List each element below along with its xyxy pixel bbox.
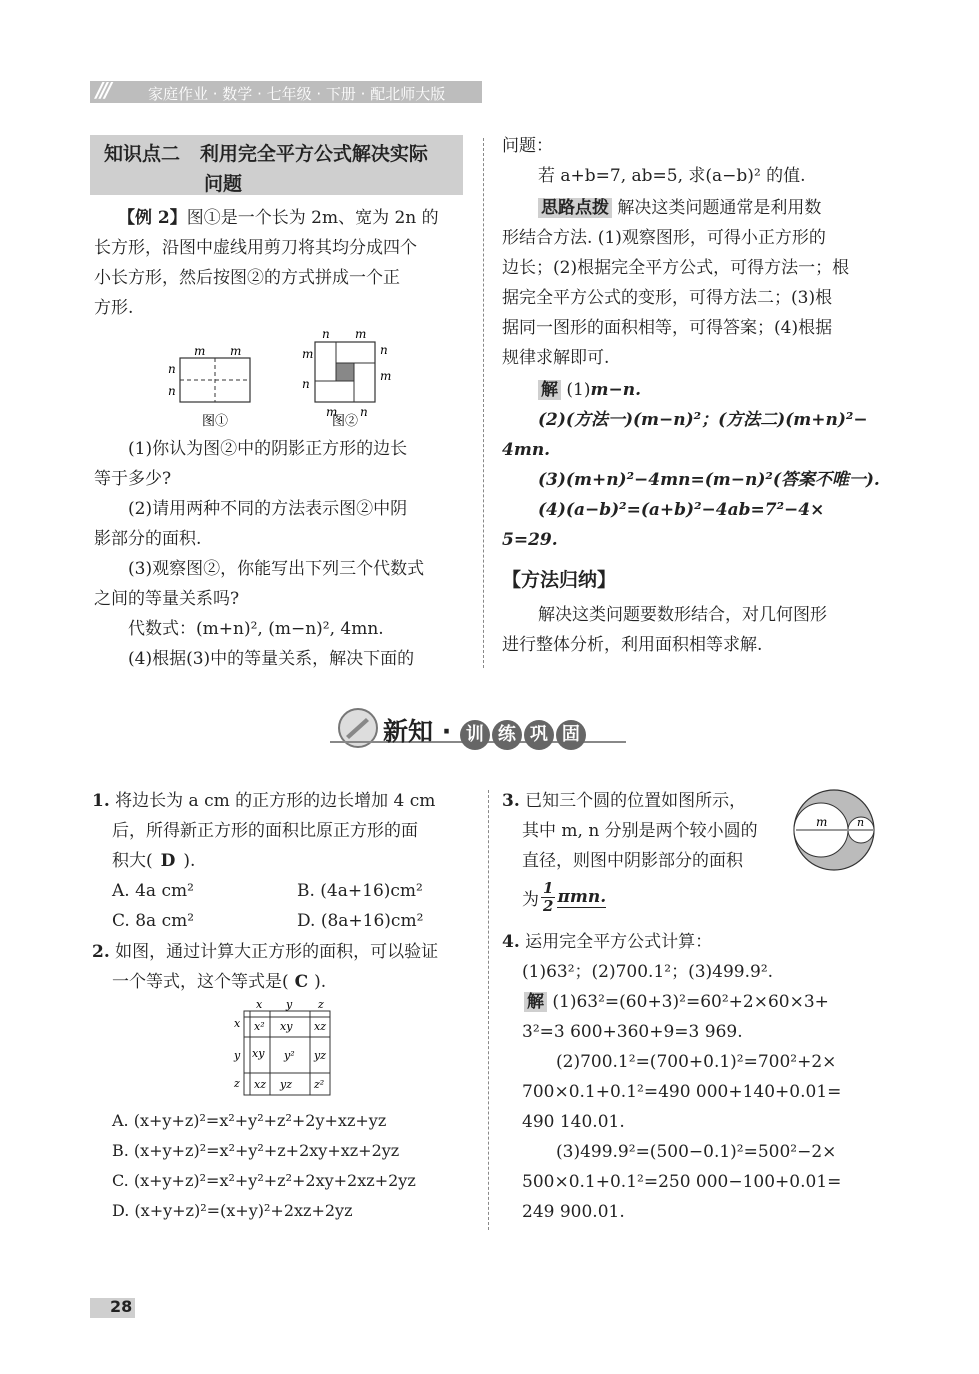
- hint-line: 据同一图形的面积相等，可得答案；(4)根据: [502, 318, 833, 338]
- grid-top-label: x: [256, 998, 263, 1011]
- fig2-label-m: m: [326, 405, 338, 419]
- answer-choice: D: [160, 851, 176, 871]
- method-line: 进行整体分析，利用面积相等求解.: [502, 635, 763, 655]
- grid-left-label: y: [234, 1049, 241, 1062]
- solution-line: 4mn.: [502, 440, 551, 460]
- hint-line: 据完全平方公式的变形，可得方法二；(3)根: [502, 288, 833, 308]
- option-a: A. 4a cm²: [112, 881, 194, 901]
- header-slashes: ///: [96, 78, 109, 102]
- hint-line: 形结合方法. (1)观察图形，可得小正方形的: [502, 228, 826, 248]
- question-3: [502, 786, 792, 876]
- page-number: 28: [110, 1297, 133, 1316]
- banner-title: [383, 712, 588, 750]
- intro-line: 方形.: [94, 298, 134, 318]
- q2-grid-figure: [232, 997, 342, 1097]
- question-2: [92, 937, 477, 997]
- question-line: 直径，则图中阴影部分的面积: [522, 851, 743, 871]
- hint-line: 规律求解即可.: [502, 348, 610, 368]
- question-line: 已知三个圆的位置如图所示，: [525, 791, 747, 811]
- banner-pill: 练: [492, 720, 522, 750]
- question-line: (2)请用两种不同的方法表示图②中阴: [128, 499, 408, 519]
- fraction-numerator: 1: [543, 879, 554, 897]
- grid-cell: y²: [284, 1049, 295, 1062]
- example-figures: [160, 322, 400, 432]
- question-line: (3)观察图②，你能写出下列三个代数式: [128, 559, 425, 579]
- kp-label: 知识点二: [104, 143, 181, 165]
- q3-circles-figure: [790, 788, 880, 872]
- question-line: 影部分的面积.: [94, 529, 202, 549]
- solution-line: 500×0.1+0.1²=250 000−100+0.01=: [522, 1172, 842, 1192]
- solution-line: (1): [566, 380, 591, 400]
- solution-tag: 解: [538, 380, 561, 400]
- fig1-label-n: n: [168, 384, 176, 398]
- intro-line: 图①是一个长为 2m、宽为 2n 的: [186, 208, 439, 228]
- question-3-answer: [522, 880, 606, 915]
- grid-top-label: y: [286, 998, 293, 1011]
- question-line: 为: [522, 890, 539, 910]
- banner-pill: 训: [460, 720, 490, 750]
- solution-line: 249 900.01.: [522, 1202, 625, 1222]
- fig1-label-n: n: [168, 362, 176, 376]
- solution-answer: m−n.: [590, 380, 642, 400]
- fig2-label-n: n: [302, 377, 310, 391]
- grid-left-label: z: [234, 1077, 240, 1090]
- question-line: (1)你认为图②中的阴影正方形的边长: [128, 439, 408, 459]
- fig2-label-m: m: [302, 347, 314, 361]
- solution-line: (3)499.9²=(500−0.1)²=500²−2×: [556, 1142, 837, 1162]
- option-a: A. (x+y+z)²=x²+y²+z²+2y+xz+yz: [112, 1111, 387, 1130]
- option-b: B. (x+y+z)²=x²+y²+z+2xy+xz+2yz: [112, 1141, 400, 1160]
- fig1-label-m: m: [230, 344, 242, 358]
- example-tag: 【例 2】: [118, 208, 187, 228]
- solution-line: 700×0.1+0.1²=490 000+140+0.01=: [522, 1082, 842, 1102]
- question-number: 1.: [92, 791, 110, 811]
- solution-line: (2)(方法一)(m−n)²；(方法二)(m+n)²−: [538, 410, 868, 430]
- fig2-label-m: m: [380, 369, 392, 383]
- question-4: [502, 927, 887, 1227]
- fraction-denominator: 2: [543, 897, 554, 915]
- fig2-shaded-square: [336, 363, 354, 381]
- answer-fraction: [541, 880, 555, 915]
- kp-title-1: 利用完全平方公式解决实际: [199, 143, 428, 165]
- grid-cell: xy: [252, 1047, 265, 1060]
- question-line: ).: [183, 851, 196, 871]
- question-line: 如图，通过计算大正方形的面积，可以验证: [115, 942, 439, 962]
- question-number: 4.: [502, 932, 520, 952]
- fig2-label-n: n: [322, 327, 330, 341]
- option-b: B. (4a+16)cm²: [297, 881, 423, 901]
- intro-line: 长方形，沿图中虚线用剪刀将其均分成四个: [94, 238, 417, 258]
- question-2-options: [112, 1106, 482, 1226]
- banner-icon: [336, 706, 380, 750]
- question-number: 3.: [502, 791, 520, 811]
- banner-pill: 巩: [524, 720, 554, 750]
- fig1-caption: 图①: [202, 414, 229, 429]
- column-divider: [483, 138, 484, 668]
- question-1: [92, 786, 477, 936]
- solution-line: (3)(m+n)²−4mn=(m−n)²(答案不唯一).: [538, 470, 880, 490]
- hint-line: 边长；(2)根据完全平方公式，可得方法一；根: [502, 258, 850, 278]
- question-line: 其中 m, n 分别是两个较小圆的: [522, 821, 758, 841]
- option-c: C. (x+y+z)²=x²+y²+z²+2xy+2xz+2yz: [112, 1171, 416, 1190]
- banner-pill: 固: [556, 720, 586, 750]
- question-line: (1)63²；(2)700.1²；(3)499.9².: [522, 962, 774, 982]
- hint-tag: 思路点拨: [538, 198, 612, 218]
- example-2-questions: [94, 434, 469, 674]
- question-line: 一个等式，这个等式是(: [112, 972, 289, 992]
- question-line: 将边长为 a cm 的正方形的边长增加 4 cm: [115, 791, 436, 811]
- method-line: 解决这类问题要数形结合，对几何图形: [538, 605, 827, 625]
- label-m: m: [816, 815, 828, 829]
- grid-cell: yz: [314, 1049, 327, 1062]
- column-divider: [488, 790, 489, 1230]
- question-line: 之间的等量关系吗?: [94, 589, 240, 609]
- intro-line: 小长方形，然后按图②的方式拼成一个正: [94, 268, 400, 288]
- solution-line: (4)(a−b)²=(a+b)²−4ab=7²−4×: [538, 500, 825, 520]
- kp-title-2: 问题: [204, 173, 243, 195]
- fig2-label-n: n: [380, 343, 388, 357]
- grid-cell: x²: [254, 1020, 265, 1033]
- grid-cell: yz: [280, 1078, 293, 1091]
- question-line: 等于多少?: [94, 469, 172, 489]
- question-line: (4)根据(3)中的等量关系，解决下面的: [128, 649, 415, 669]
- knowledge-point-title: [104, 139, 454, 199]
- solution-line: 5=29.: [502, 530, 558, 550]
- method-body: [502, 600, 882, 660]
- question-line: 代数式：(m+n)², (m−n)², 4mn.: [128, 619, 384, 639]
- grid-cell: xy: [280, 1020, 293, 1033]
- option-c: C. 8a cm²: [112, 911, 195, 931]
- solution-line: (2)700.1²=(700+0.1)²=700²+2×: [556, 1052, 837, 1072]
- question-line: 后，所得新正方形的面积比原正方形的面: [112, 821, 418, 841]
- question-line: ).: [314, 972, 327, 992]
- answer-value: πmn.: [557, 887, 607, 907]
- question-line: 若 a+b=7, ab=5, 求(a−b)² 的值.: [538, 166, 806, 186]
- solution-line: 490 140.01.: [522, 1112, 625, 1132]
- example-2-intro: [94, 203, 469, 323]
- grid-cell: z²: [314, 1078, 325, 1091]
- answer-choice: C: [294, 972, 309, 992]
- example-2-continued: [502, 131, 882, 555]
- method-title: 【方法归纳】: [502, 569, 617, 591]
- grid-cell: xz: [314, 1020, 326, 1033]
- hint-line: 解决这类问题通常是利用数: [617, 198, 822, 218]
- header-title: 家庭作业 · 数学 · 七年级 · 下册 · 配北师大版: [148, 85, 446, 103]
- option-d: D. (8a+16)cm²: [297, 911, 424, 931]
- grid-cell: xz: [254, 1078, 266, 1091]
- solution-line: (1)63²=(60+3)²=60²+2×60×3+: [552, 992, 829, 1012]
- question-line: 积大(: [112, 851, 153, 871]
- fig1-label-m: m: [194, 344, 206, 358]
- grid-left-label: x: [234, 1017, 241, 1030]
- solution-tag: 解: [524, 992, 547, 1012]
- question-line: 问题：: [502, 136, 553, 156]
- option-d: D. (x+y+z)²=(x+y)²+2xz+2yz: [112, 1201, 353, 1220]
- question-line: 运用完全平方公式计算：: [525, 932, 713, 952]
- label-n: n: [857, 816, 865, 829]
- fig2-caption: 图②: [332, 414, 359, 429]
- banner-label: 新知 ·: [383, 717, 452, 746]
- grid-top-label: z: [318, 998, 324, 1011]
- solution-line: 3²=3 600+360+9=3 969.: [522, 1022, 743, 1042]
- question-number: 2.: [92, 942, 110, 962]
- fig2-label-n: n: [360, 405, 368, 419]
- fig2-label-m: m: [355, 327, 367, 341]
